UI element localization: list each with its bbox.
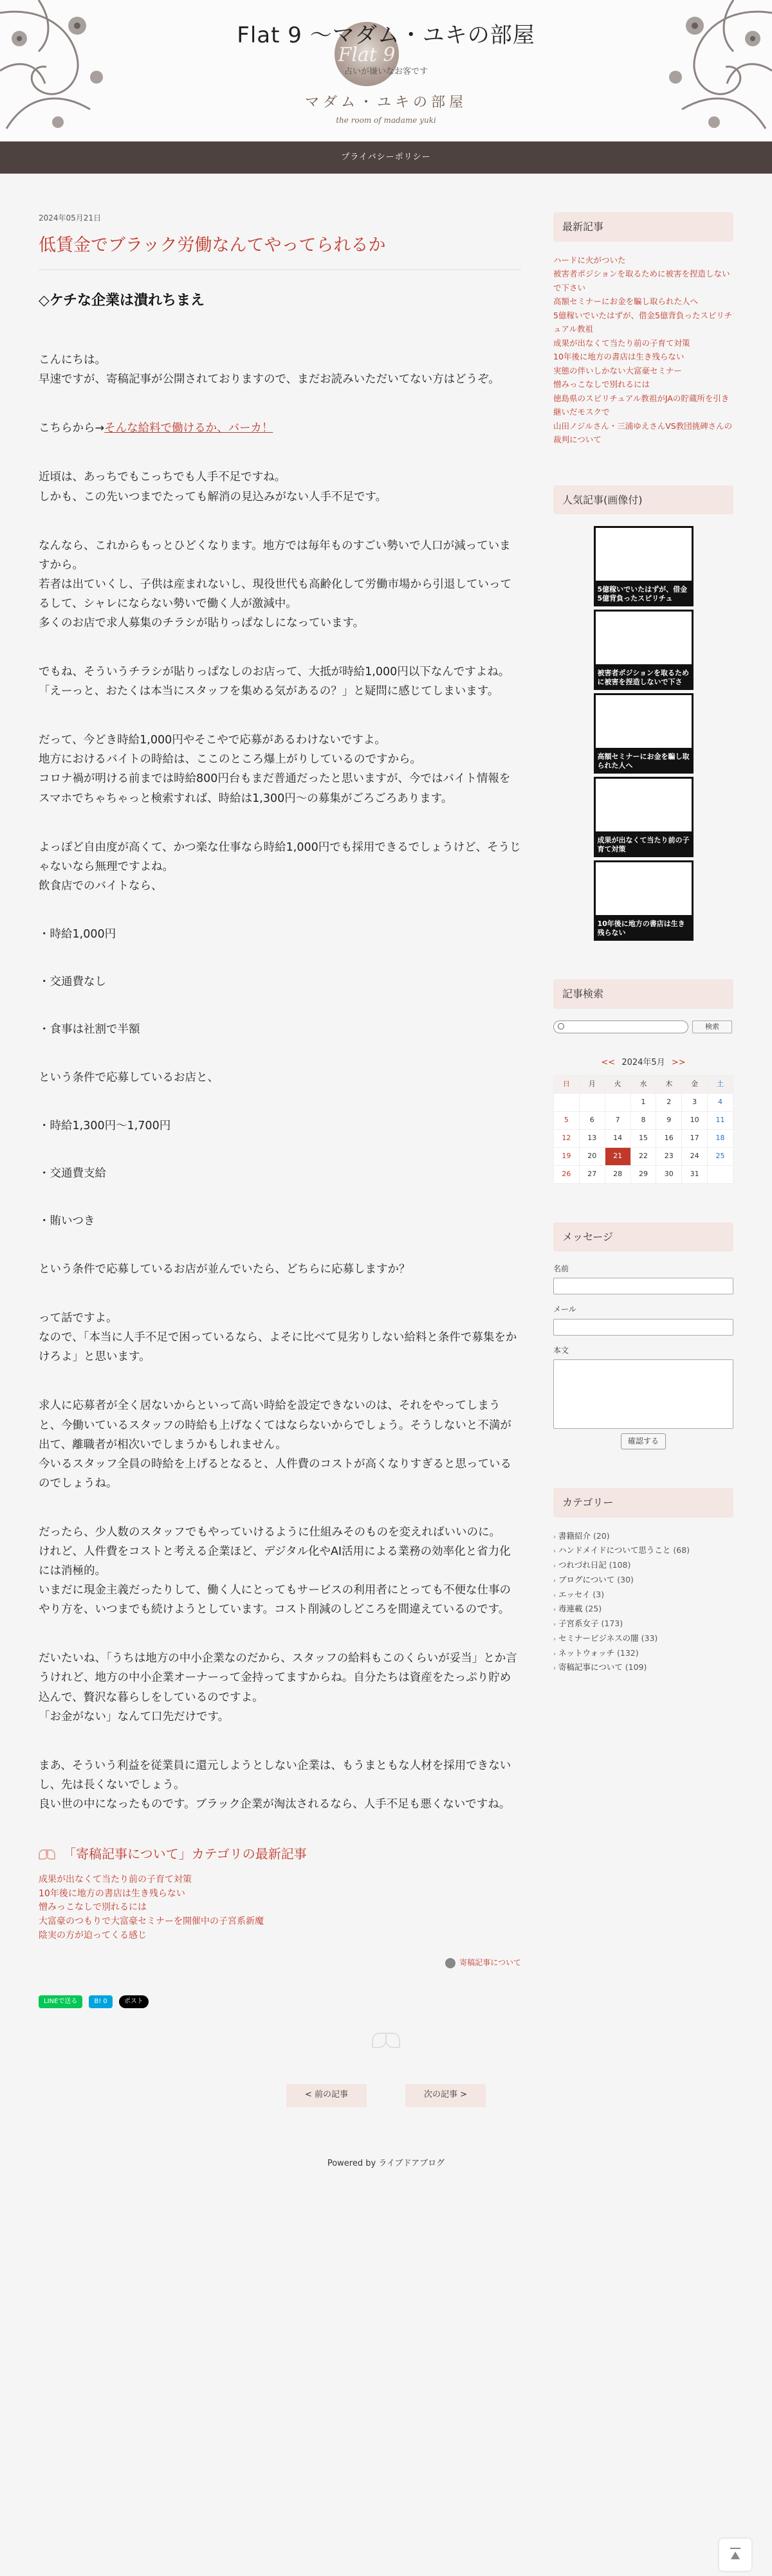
calendar-day[interactable]: 20 xyxy=(579,1147,605,1165)
related-link[interactable]: 10年後に地方の書店は生き残らない xyxy=(39,1888,185,1899)
calendar-day[interactable]: 19 xyxy=(554,1147,580,1165)
text-line: だって、今どき時給1,000円やそこやで応募があるわけないですよ。 xyxy=(39,734,386,747)
message-body-field[interactable] xyxy=(553,1359,733,1429)
category-item xyxy=(553,1602,733,1617)
email-field[interactable] xyxy=(553,1319,733,1336)
popular-post-thumbnail xyxy=(596,528,692,581)
text-line: という条件で応募しているお店が並んでいたら、どちらに応募しますか？ xyxy=(39,1263,410,1276)
category-count: (25) xyxy=(585,1604,602,1614)
calendar-day xyxy=(554,1093,580,1111)
popular-post-title: 高額セミナーにお金を騙し取られた人へ xyxy=(597,752,690,770)
weekday-label: 金 xyxy=(682,1075,708,1093)
name-field[interactable] xyxy=(553,1278,733,1294)
text-line: しかも、この先いつまでたっても解消の見込みがない人手不足です。 xyxy=(39,490,387,503)
email-label: メール xyxy=(553,1305,576,1314)
text-line: 良い世の中になったものです。ブラック企業が淘汰されるなら、人手不足も悪くないですね。 xyxy=(39,1797,511,1811)
category-list xyxy=(553,1529,733,1676)
calendar xyxy=(553,1057,733,1184)
logo-english: the room of madame yuki xyxy=(336,116,436,125)
recent-post-link[interactable]: 被害者ポジションを取るために被害を捏造しないで下さい xyxy=(553,269,730,293)
post-date: 2024年05月21日 xyxy=(39,213,102,222)
category-item xyxy=(553,1558,733,1573)
calendar-next[interactable]: >> xyxy=(671,1057,686,1067)
paragraph xyxy=(39,730,521,808)
chevron-right-icon: › xyxy=(553,1563,556,1570)
calendar-day xyxy=(579,1093,605,1111)
recent-posts-widget xyxy=(553,212,733,447)
category-count: (132) xyxy=(617,1647,639,1658)
category-link[interactable]: ネットウォッチ xyxy=(558,1647,615,1658)
ribbon-icon xyxy=(372,2031,400,2051)
widget-title: 記事検索 xyxy=(553,979,733,1009)
popular-post-thumbnail xyxy=(596,695,692,748)
chevron-right-icon: › xyxy=(553,1606,556,1614)
related-articles xyxy=(39,1844,521,1943)
calendar-day[interactable]: 17 xyxy=(682,1129,708,1147)
calendar-prev[interactable]: << xyxy=(601,1057,616,1067)
paragraph xyxy=(39,838,521,896)
bullet-item: ・時給1,000円 xyxy=(39,927,116,941)
popular-post-card[interactable] xyxy=(594,777,694,857)
weekday-label: 水 xyxy=(630,1075,656,1093)
chevron-right-icon: › xyxy=(553,1592,556,1599)
text-line: 「お金がない」なんて口先だけです。 xyxy=(39,1710,230,1723)
text-line: コロナ禍が明ける前までは時給800円台もまだ普通だったと思いますが、今ではバイト情報をスマホでちゃちゃっと検索すれば、時給は1,300円〜の募集がごろごろあります。 xyxy=(39,772,511,805)
guest-post-link[interactable]: そんな給料で働けるか、バーカ！ xyxy=(104,422,273,435)
bullet-item: ・交通費なし xyxy=(39,975,106,988)
widget-title: カテゴリー xyxy=(553,1488,733,1518)
hatena-bookmark-button[interactable]: B! 0 xyxy=(89,1995,112,2008)
chevron-right-icon: › xyxy=(553,1548,556,1556)
chevron-right-icon: › xyxy=(553,1533,556,1541)
calendar-day[interactable]: 7 xyxy=(605,1111,630,1129)
text-line: 地方におけるバイトの時給は、ここのところ爆上がりしているのですから。 xyxy=(39,753,421,766)
name-label: 名前 xyxy=(553,1264,569,1274)
calendar-day[interactable]: 13 xyxy=(579,1129,605,1147)
recent-post-link[interactable]: 憎みっこなしで別れるには xyxy=(553,379,650,390)
form-actions xyxy=(553,1433,733,1449)
sidebar xyxy=(553,212,733,2008)
weekday-label: 日 xyxy=(554,1075,580,1093)
main-article xyxy=(39,212,521,2008)
text-line: いまだに現金主義だったりして、働く人にとってもサービスの利用者にとっても不便な仕事のやり方を、いつまでも続けようとしています。コスト削減のしどころを間違えているのです。 xyxy=(39,1584,511,1617)
text-line: 早速ですが、寄稿記事が公開されておりますので、まだお読みいただいてない方はどうぞ。 xyxy=(39,373,500,386)
category-link[interactable]: 寄稿記事について xyxy=(558,1662,623,1673)
site-description: 占いが嫌いなお客です xyxy=(344,67,428,77)
category-link[interactable]: ハンドメイドについて思うこと xyxy=(558,1545,671,1556)
recent-post-link[interactable]: 徳島県のスピリチュアル教祖がJAの貯蔵所を引き継いだモスクで xyxy=(553,393,730,417)
related-link[interactable]: 成果が出なくて当たり前の子育て対策 xyxy=(39,1874,192,1885)
calendar-day[interactable]: 11 xyxy=(708,1111,733,1129)
paragraph-link xyxy=(39,419,521,438)
post-pager xyxy=(0,2084,772,2107)
calendar-month: 2024年5月 xyxy=(621,1057,665,1067)
related-link[interactable]: 大富豪のつもりで大富豪セミナーを開催中の子宮系新魔 xyxy=(39,1916,264,1927)
recent-post-link[interactable]: 高額セミナーにお金を騙し取られた人へ xyxy=(553,296,699,307)
text-line: なので、「本当に人手不足で困っているなら、よそに比べて見劣りしない給料と条件で募集をかけろよ」と思います。 xyxy=(39,1331,517,1364)
next-post-button[interactable]: 次の記事 > xyxy=(405,2084,486,2107)
text-line: なんなら、これからもっとひどくなります。地方では毎年ものすごい勢いで人口が減っていますから。 xyxy=(39,539,511,572)
calendar-day[interactable]: 31 xyxy=(682,1165,708,1183)
paragraph xyxy=(39,1523,521,1619)
text-line: けれど、人件費をコストと考える企業ほど、デジタル化やAI活用による業務の効率化と省力化には消極的。 xyxy=(39,1545,511,1578)
recent-post-link[interactable]: 成果が出なくて当たり前の子育て対策 xyxy=(553,338,690,348)
line-share-button[interactable]: LINEで送る xyxy=(39,1995,82,2008)
logo-japanese: マダム・ユキの部屋 xyxy=(304,95,467,111)
paragraph xyxy=(39,1396,521,1492)
text-line: って話ですよ。 xyxy=(39,1312,118,1325)
paragraph xyxy=(39,1260,521,1279)
popular-post-card[interactable] xyxy=(594,526,694,606)
recent-post-link[interactable]: 実態の伴いしかない大富豪セミナー xyxy=(553,365,683,376)
paragraph xyxy=(39,662,521,701)
chevron-right-icon: › xyxy=(553,1635,556,1643)
recent-posts-list xyxy=(553,253,733,447)
paragraph xyxy=(39,467,521,506)
top-bar-icon xyxy=(730,2548,740,2549)
category-item xyxy=(553,1573,733,1588)
widget-title: 人気記事(画像付) xyxy=(553,485,733,515)
category-count: (20) xyxy=(593,1530,610,1541)
site-title[interactable]: Flat 9 〜マダム・ユキの部屋 xyxy=(237,23,535,48)
text-line: こちらから→ xyxy=(39,422,105,435)
footer-ornament xyxy=(0,2031,772,2057)
calendar-day[interactable]: 25 xyxy=(708,1147,733,1165)
category-count: (108) xyxy=(609,1560,631,1570)
calendar-day[interactable]: 24 xyxy=(682,1147,708,1165)
widget-title: 最新記事 xyxy=(553,212,733,242)
x-post-button[interactable]: ポスト xyxy=(119,1995,149,2008)
popular-post-card[interactable] xyxy=(594,610,694,690)
calendar-day[interactable]: 21 xyxy=(605,1147,630,1165)
post-category xyxy=(39,1957,521,1969)
previous-post-button[interactable]: < 前の記事 xyxy=(286,2084,367,2107)
calendar-day[interactable]: 1 xyxy=(630,1093,656,1111)
search-button[interactable]: 検索 xyxy=(692,1020,732,1033)
popular-post-title: 10年後に地方の書店は生き残らない xyxy=(597,919,685,938)
category-link[interactable]: ブログについて xyxy=(558,1574,615,1584)
recent-post-link[interactable]: ハードに火がついた xyxy=(553,255,626,265)
popular-post-card[interactable] xyxy=(594,860,694,941)
category-item xyxy=(553,1660,733,1675)
paragraph xyxy=(39,1068,521,1087)
text-line: でもね、そういうチラシが貼りっぱなしのお店って、大抵が時給1,000円以下なんですよね。 xyxy=(39,666,510,679)
calendar-day[interactable]: 9 xyxy=(656,1111,682,1129)
category-icon xyxy=(445,1958,455,1968)
category-count: (173) xyxy=(601,1619,623,1629)
category-item xyxy=(553,1631,733,1646)
category-item xyxy=(553,1646,733,1661)
message-label: 本文 xyxy=(553,1345,569,1355)
category-widget xyxy=(553,1488,733,1675)
paragraph xyxy=(39,536,521,633)
ribbon-icon xyxy=(39,1848,55,1860)
calendar-day[interactable]: 18 xyxy=(708,1129,733,1147)
calendar-day[interactable]: 27 xyxy=(579,1165,605,1183)
calendar-day[interactable]: 2 xyxy=(656,1093,682,1111)
category-count: (68) xyxy=(673,1545,690,1556)
share-buttons xyxy=(39,1995,521,2008)
category-count: (3) xyxy=(593,1589,605,1599)
calendar-day[interactable]: 22 xyxy=(630,1147,656,1165)
popular-post-thumbnail xyxy=(596,779,692,831)
calendar-day[interactable]: 10 xyxy=(682,1111,708,1129)
text-line: 今いるスタッフ全員の時給を上げるとなると、人件費のコストが高くなりすぎると思っているのでしょうね。 xyxy=(39,1457,511,1490)
calendar-day xyxy=(605,1093,630,1111)
related-title[interactable]: 「寄稿記事について」カテゴリの最新記事 xyxy=(63,1846,307,1862)
confirm-button[interactable]: 確認する xyxy=(621,1433,666,1449)
calendar-table xyxy=(553,1075,733,1184)
popular-post-thumbnail xyxy=(596,862,692,915)
related-link[interactable]: 憎みっこなしで別れるには xyxy=(39,1902,147,1913)
popular-post-card[interactable] xyxy=(594,693,694,774)
related-link[interactable]: 陰実の方が迫ってくる感じ xyxy=(39,1930,147,1941)
text-line: だったら、少人数のスタッフでもやっていけるように仕組みそのものを変えればいいのに。 xyxy=(39,1525,501,1539)
chevron-right-icon: › xyxy=(553,1621,556,1629)
paragraph xyxy=(39,1649,521,1726)
popular-posts-widget xyxy=(553,485,733,941)
logo-emblem-text: Flat 9 xyxy=(338,44,396,66)
category-link[interactable]: 書籍紹介 xyxy=(558,1530,591,1541)
text-line: 近頃は、あっちでもこっちでも人手不足ですね。 xyxy=(39,471,286,484)
powered-by[interactable]: Powered by ライブドアブログ xyxy=(327,2158,445,2168)
search-widget xyxy=(553,979,733,1183)
category-link[interactable]: つれづれ日記 xyxy=(558,1560,607,1570)
popular-post-thumbnail xyxy=(596,612,692,664)
category-link[interactable]: 子宮系女子 xyxy=(558,1619,599,1629)
calendar-day[interactable]: 3 xyxy=(682,1093,708,1111)
post-category-link[interactable]: 寄稿記事について xyxy=(459,1958,521,1968)
category-count: (33) xyxy=(641,1633,658,1643)
recent-post-link[interactable]: 5億稼いでいたはずが、借金5億背負ったスピリチュアル教祖 xyxy=(553,310,733,334)
category-item xyxy=(553,1543,733,1558)
paragraph xyxy=(39,1309,521,1366)
calendar-day[interactable]: 23 xyxy=(656,1147,682,1165)
calendar-day[interactable]: 15 xyxy=(630,1129,656,1147)
search-input[interactable] xyxy=(553,1020,688,1033)
popular-post-title: 成果が出なくて当たり前の子育て対策 xyxy=(597,835,690,854)
paragraph xyxy=(39,1756,521,1814)
text-line: よっぽど自由度が高くて、かつ楽な仕事なら時給1,000円でも採用できるでしょうけど、そうじゃないなら無理ですよね。 xyxy=(39,840,521,873)
related-heading xyxy=(39,1844,521,1864)
calendar-day[interactable]: 6 xyxy=(579,1111,605,1129)
text-line: 求人に応募者が全く居ないからといって高い時給を設定できないのは、それをやってしまうと、今働いているスタッフの時給も上げなくてはならないからでしょう。そうしないと不満が出て、離職者が相次いでしまうかもしれません。 xyxy=(39,1399,511,1451)
content-wrapper xyxy=(0,174,772,2008)
calendar-day[interactable]: 8 xyxy=(630,1111,656,1129)
category-link[interactable]: エッセイ xyxy=(558,1589,591,1599)
category-item xyxy=(553,1588,733,1602)
back-to-top-button[interactable] xyxy=(719,2539,751,2571)
popular-post-title: 被害者ポジションを取るために被害を捏造しないで下さ xyxy=(597,668,690,687)
site-header xyxy=(0,0,772,141)
calendar-day xyxy=(708,1165,733,1183)
recent-post-link[interactable]: 10年後に地方の書店は生き残らない xyxy=(553,352,685,362)
paragraph-intro xyxy=(39,350,521,389)
popular-posts-list xyxy=(553,526,733,941)
text-line: まあ、そういう利益を従業員に還元しようとしない企業は、もうまともな人材を採用できないし、先は長くないでしょう。 xyxy=(39,1759,511,1791)
chevron-right-icon: › xyxy=(553,1650,556,1658)
calendar-day[interactable]: 26 xyxy=(554,1165,580,1183)
text-line: だいたいね、「うちは地方の中小企業なのだから、スタッフの給料もこのくらいが妥当」とか言うけれど、地方の中小企業オーナーって金持ってますからね。自分たちは資産をたっぷり貯め込んで、贅沢な暮らしをしているのですよ。 xyxy=(39,1652,517,1704)
category-count: (30) xyxy=(617,1574,634,1584)
text-line: こんにちは。 xyxy=(39,354,106,367)
nav-privacy-policy[interactable]: プライバシーポリシー xyxy=(341,152,431,162)
global-nav xyxy=(0,141,772,174)
text-line: 「えーっと、おたくは本当にスタッフを集める気があるの？」と疑問に感じてしまいます。 xyxy=(39,685,499,698)
calendar-day[interactable]: 16 xyxy=(656,1129,682,1147)
bullet-item: ・時給1,300円〜1,700円 xyxy=(39,1120,171,1133)
weekday-label: 木 xyxy=(656,1075,682,1093)
bullet-item: ・食事は社割で半額 xyxy=(39,1022,140,1036)
weekday-label: 月 xyxy=(579,1075,605,1093)
text-line: 若者は出ていくし、子供は産まれないし、現役世代も高齢化して労働市場から引退していってるして、シャレにならない勢いで働く人が激減中。 xyxy=(39,577,511,610)
post-title[interactable]: 低賃金でブラック労働なんてやってられるか xyxy=(39,233,521,270)
widget-title: メッセージ xyxy=(553,1222,733,1252)
text-line: という条件で応募しているお店と、 xyxy=(39,1071,219,1084)
related-list xyxy=(39,1873,521,1943)
search-icon xyxy=(558,1023,564,1029)
chevron-right-icon: › xyxy=(553,1665,556,1673)
calendar-day[interactable]: 28 xyxy=(605,1165,630,1183)
bullet-item: ・賄いつき xyxy=(39,1215,95,1228)
calendar-day[interactable]: 4 xyxy=(708,1093,733,1111)
category-count: (109) xyxy=(625,1662,647,1673)
weekday-label: 火 xyxy=(605,1075,630,1093)
calendar-day[interactable]: 5 xyxy=(554,1111,580,1129)
calendar-header xyxy=(553,1057,733,1070)
text-line: 飲食店でのバイトなら、 xyxy=(39,879,163,893)
popular-post-title: 5億稼いでいたはずが、借金5億背負ったスピリチュ xyxy=(597,585,688,603)
arrow-up-icon xyxy=(731,2552,740,2559)
calendar-day[interactable]: 14 xyxy=(605,1129,630,1147)
search-row xyxy=(553,1020,733,1033)
bullet-item: ・交通費支給 xyxy=(39,1167,106,1181)
weekday-label: 土 xyxy=(708,1075,733,1093)
section-heading: ◇ケチな企業は潰れちまえ xyxy=(39,292,205,309)
category-item xyxy=(553,1529,733,1544)
category-item xyxy=(553,1617,733,1631)
recent-post-link[interactable]: 山田ノジルさん・三浦ゆえさんVS教団挑碑さんの裁判について xyxy=(553,421,733,445)
calendar-day[interactable]: 30 xyxy=(656,1165,682,1183)
category-link[interactable]: セミナービジネスの闇 xyxy=(558,1633,639,1643)
text-line: 多くのお店で求人募集のチラシが貼りっぱなしになっています。 xyxy=(39,617,365,630)
chevron-right-icon: › xyxy=(553,1577,556,1584)
category-link[interactable]: 毒連載 xyxy=(558,1604,583,1614)
calendar-day[interactable]: 12 xyxy=(554,1129,580,1147)
calendar-day[interactable]: 29 xyxy=(630,1165,656,1183)
message-widget xyxy=(553,1222,733,1449)
